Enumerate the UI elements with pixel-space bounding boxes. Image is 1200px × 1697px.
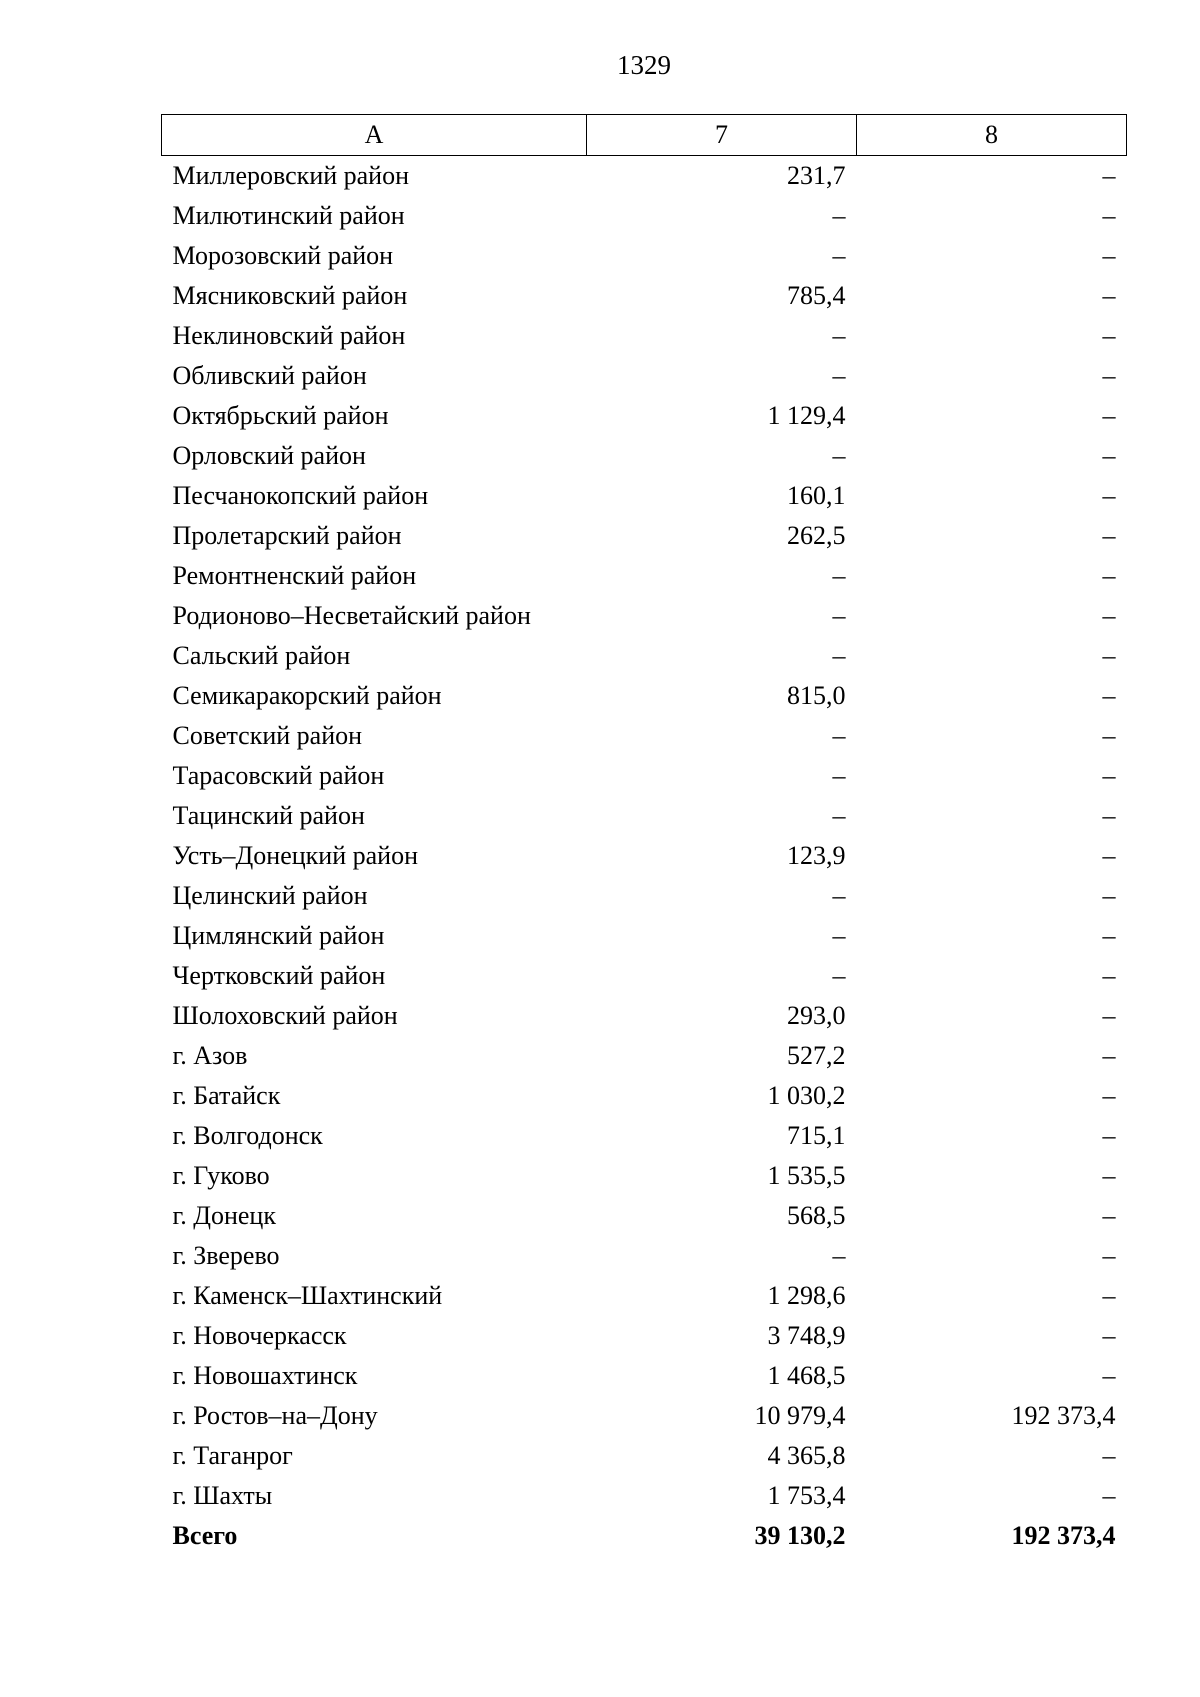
col-8-value-cell: – [1102,281,1116,310]
region-name-cell: Целинский район [172,881,368,910]
col-8-value-cell: – [1102,921,1116,950]
table-row [162,1116,1127,1156]
region-name-cell: г. Ростов–на–Дону [172,1401,378,1430]
header-cell-a: А [162,115,587,156]
table-header [162,115,1127,156]
col-7-value-cell: – [832,961,846,990]
col-7-value-cell: – [832,241,846,270]
col-7-value-cell: 4 365,8 [767,1441,846,1470]
col-7-value-cell: – [832,321,846,350]
col-8-value-cell: – [1102,361,1116,390]
col-7-value-cell: – [832,361,846,390]
col-7-value-cell: – [832,721,846,750]
col-7-value-cell: 527,2 [787,1041,846,1070]
table-row [162,1276,1127,1316]
col-8-value-cell: – [1102,681,1116,710]
region-name-cell: Тацинский район [172,801,365,830]
col-7-value-cell: 1 535,5 [767,1161,846,1190]
region-name-cell: г. Новошахтинск [172,1361,358,1390]
region-name-cell: г. Волгодонск [172,1121,323,1150]
total-col-7: 39 130,2 [754,1521,846,1550]
table-row [162,1236,1127,1276]
col-7-value-cell: – [832,801,846,830]
region-name-cell: Тарасовский район [172,761,385,790]
table-row [162,1316,1127,1356]
region-name-cell: Советский район [172,721,363,750]
col-8-value-cell: – [1102,441,1116,470]
col-7-value-cell: 123,9 [787,841,846,870]
col-8-value-cell: – [1102,1481,1116,1510]
col-7-value-cell: 815,0 [787,681,846,710]
col-8-value-cell: – [1102,1441,1116,1470]
region-name-cell: Семикаракорский район [172,681,442,710]
table-row [162,1356,1127,1396]
col-7-value-cell: – [832,561,846,590]
region-name-cell: Октябрьский район [172,401,389,430]
col-8-value-cell: – [1102,521,1116,550]
col-8-value-cell: 192 373,4 [1011,1401,1116,1430]
data-table [161,114,1127,1556]
page-number: 1329 [617,50,671,80]
col-8-value-cell: – [1102,321,1116,350]
col-7-value-cell: 3 748,9 [767,1321,846,1350]
col-8-value-cell: – [1102,561,1116,590]
col-7-value-cell: 231,7 [787,161,846,190]
col-8-value-cell: – [1102,1241,1116,1270]
table-row [162,1476,1127,1516]
region-name-cell: г. Азов [172,1041,248,1070]
col-7-value-cell: – [832,761,846,790]
region-name-cell: г. Каменск–Шахтинский [172,1281,443,1310]
table-row [162,1396,1127,1436]
region-name-cell: г. Шахты [172,1481,273,1510]
col-8-value-cell: – [1102,481,1116,510]
table-row [162,156,1127,197]
col-7-value-cell: – [832,441,846,470]
region-name-cell: Усть–Донецкий район [172,841,418,870]
col-8-value-cell: – [1102,401,1116,430]
table-row [162,356,1127,396]
col-8-value-cell: – [1102,1281,1116,1310]
region-name-cell: г. Зверево [172,1241,280,1270]
col-8-value-cell: – [1102,1361,1116,1390]
total-row [162,1516,1127,1556]
header-cell-8: 8 [857,115,1127,156]
region-name-cell: Родионово–Несветайский район [172,601,531,630]
table-row [162,996,1127,1036]
col-8-value-cell: – [1102,1201,1116,1230]
col-7-value-cell: 262,5 [787,521,846,550]
table-row [162,196,1127,236]
col-7-value-cell: – [832,601,846,630]
col-8-value-cell: – [1102,1161,1116,1190]
header-row [162,115,1127,156]
col-8-value-cell: – [1102,1041,1116,1070]
col-7-value-cell: 1 468,5 [767,1361,846,1390]
col-8-value-cell: – [1102,1321,1116,1350]
total-col-8: 192 373,4 [1011,1521,1116,1550]
col-7-value-cell: – [832,1241,846,1270]
region-name-cell: Обливский район [172,361,367,390]
table-row [162,1436,1127,1476]
col-8-value-cell: – [1102,961,1116,990]
table-row [162,436,1127,476]
table-row [162,1076,1127,1116]
table-row [162,236,1127,276]
table-row [162,596,1127,636]
col-7-value-cell: 1 753,4 [767,1481,846,1510]
col-8-value-cell: – [1102,601,1116,630]
table-row [162,916,1127,956]
table-body [162,156,1127,1557]
table-row [162,476,1127,516]
col-7-value-cell: – [832,641,846,670]
total-label: Всего [172,1521,238,1550]
col-8-value-cell: – [1102,841,1116,870]
region-name-cell: Чертковский район [172,961,386,990]
col-8-value-cell: – [1102,1121,1116,1150]
region-name-cell: Миллеровский район [172,161,410,190]
region-name-cell: г. Таганрог [172,1441,293,1470]
col-8-value-cell: – [1102,881,1116,910]
col-7-value-cell: – [832,201,846,230]
col-7-value-cell: 1 030,2 [767,1081,846,1110]
region-name-cell: Орловский район [172,441,366,470]
region-name-cell: Мясниковский район [172,281,408,310]
col-7-value-cell: 715,1 [787,1121,846,1150]
table-row [162,676,1127,716]
col-8-value-cell: – [1102,161,1116,190]
table-row [162,636,1127,676]
header-cell-7: 7 [587,115,857,156]
table-row [162,556,1127,596]
col-7-value-cell: 293,0 [787,1001,846,1030]
table-row [162,796,1127,836]
col-7-value-cell: 1 129,4 [767,401,846,430]
region-name-cell: Морозовский район [172,241,394,270]
table-row [162,876,1127,916]
region-name-cell: г. Новочеркасск [172,1321,347,1350]
region-name-cell: г. Батайск [172,1081,281,1110]
table-row [162,956,1127,996]
col-7-value-cell: 160,1 [787,481,846,510]
table-row [162,836,1127,876]
table-row [162,1156,1127,1196]
table-row [162,1036,1127,1076]
table-row [162,1196,1127,1236]
region-name-cell: Неклиновский район [172,321,406,350]
region-name-cell: Сальский район [172,641,351,670]
table-row [162,716,1127,756]
table-row [162,276,1127,316]
col-8-value-cell: – [1102,721,1116,750]
col-7-value-cell: 568,5 [787,1201,846,1230]
table-row [162,516,1127,556]
region-name-cell: Милютинский район [172,201,405,230]
table-row [162,756,1127,796]
col-8-value-cell: – [1102,641,1116,670]
region-name-cell: Песчанокопский район [172,481,429,510]
col-7-value-cell: 785,4 [787,281,846,310]
region-name-cell: г. Донецк [172,1201,276,1230]
col-8-value-cell: – [1102,761,1116,790]
table-row [162,316,1127,356]
col-8-value-cell: – [1102,241,1116,270]
region-name-cell: Пролетарский район [172,521,402,550]
col-8-value-cell: – [1102,1081,1116,1110]
col-7-value-cell: 1 298,6 [767,1281,846,1310]
col-8-value-cell: – [1102,201,1116,230]
region-name-cell: Ремонтненский район [172,561,417,590]
region-name-cell: Цимлянский район [172,921,385,950]
col-7-value-cell: – [832,921,846,950]
table-row [162,396,1127,436]
region-name-cell: г. Гуково [172,1161,270,1190]
col-8-value-cell: – [1102,801,1116,830]
col-7-value-cell: 10 979,4 [754,1401,846,1430]
col-7-value-cell: – [832,881,846,910]
col-8-value-cell: – [1102,1001,1116,1030]
region-name-cell: Шолоховский район [172,1001,398,1030]
